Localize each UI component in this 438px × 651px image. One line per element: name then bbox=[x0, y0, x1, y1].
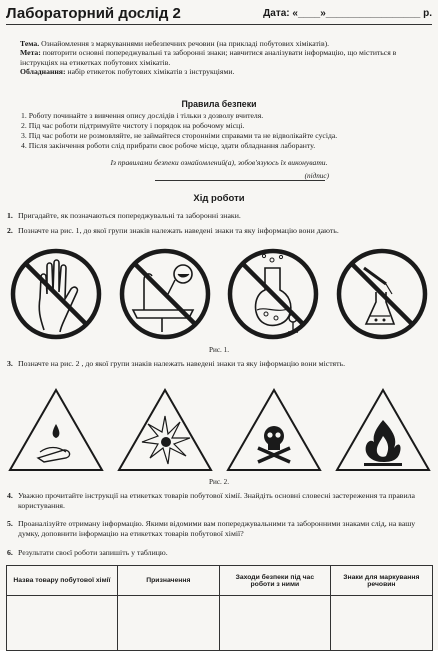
safety-rule-3: 3. Під час роботи не розмовляйте, не займайтеся сторонніми справами та не відволікайте сусіда. bbox=[21, 131, 338, 140]
table-cell-purpose[interactable] bbox=[117, 596, 219, 651]
acknowledgement-text: Із правилами безпеки ознайомлений(а), зобов'язуюсь їх виконувати. bbox=[110, 158, 328, 167]
no-pouring-into-sink-icon bbox=[122, 251, 208, 337]
intro-block bbox=[20, 39, 432, 76]
figure-1-prohibition-signs bbox=[0, 244, 438, 344]
safety-rules-list bbox=[21, 111, 433, 151]
question-text: Позначте на рис. 1, до якої групи знаків належать наведені знаки та яку інформацію вони дають. bbox=[18, 226, 339, 235]
equipment-label: Обладнання: bbox=[20, 66, 66, 76]
no-tasting-chemicals-icon bbox=[230, 251, 316, 337]
flammable-warning-icon bbox=[337, 390, 429, 470]
table-header-row bbox=[7, 566, 433, 596]
table-cell-signs[interactable] bbox=[330, 596, 432, 651]
question-1 bbox=[7, 211, 433, 221]
explosive-warning-icon bbox=[119, 390, 211, 470]
no-touching-hand-icon bbox=[13, 251, 99, 337]
corrosive-warning-icon bbox=[10, 390, 102, 470]
question-number: 5. bbox=[7, 519, 13, 528]
results-table bbox=[6, 565, 433, 651]
safety-rule-4: 4. Після закінчення роботи слід прибрати своє робоче місце, здати обладнання лаборанту. bbox=[21, 141, 316, 150]
table-header-safety: Заходи безпеки під час роботи з ними bbox=[219, 566, 330, 596]
question-text: Уважно прочитайте інструкції на етикетках товарів побутової хімії. Знайдіть основні словесні застереження та правила користування. bbox=[18, 491, 415, 510]
work-procedure-title: Хід роботи bbox=[193, 193, 245, 204]
question-4 bbox=[7, 491, 433, 510]
table-header-product: Назва товару побутової хімії bbox=[7, 566, 118, 596]
question-2 bbox=[7, 226, 433, 236]
date-field[interactable]: Дата: «____»_________________ р. bbox=[263, 8, 432, 19]
table-header-signs: Знаки для маркування речовин bbox=[330, 566, 432, 596]
goal-text: повторити основні попереджувальні та заборонні знаки; навчитися аналізувати інформацію, що міститься в інструкціях на етикетках побутових хімікатів. bbox=[20, 48, 397, 67]
question-number: 4. bbox=[7, 491, 13, 500]
table-cell-safety[interactable] bbox=[219, 596, 330, 651]
table-cell-product[interactable] bbox=[7, 596, 118, 651]
safety-rules-title: Правила безпеки bbox=[181, 99, 257, 109]
topic-label: Тема. bbox=[20, 39, 40, 48]
header-bar bbox=[6, 6, 432, 25]
question-5 bbox=[7, 519, 433, 538]
table-row bbox=[7, 596, 433, 651]
question-text: Пригадайте, як позначаються попереджувальні та заборонні знаки. bbox=[18, 211, 241, 220]
question-number: 3. bbox=[7, 359, 13, 368]
topic-text: Ознайомлення з маркуваннями небезпечних речовин (на прикладі побутових хімікатів). bbox=[41, 39, 330, 48]
figure-2-caption: Рис. 2. bbox=[208, 478, 230, 486]
toxic-skull-warning-icon bbox=[228, 390, 320, 470]
figure-1-caption: Рис. 1. bbox=[208, 346, 230, 354]
signature-line[interactable] bbox=[155, 170, 329, 181]
question-number: 2. bbox=[7, 226, 13, 235]
question-number: 6. bbox=[7, 548, 13, 557]
question-3 bbox=[7, 359, 433, 369]
question-text: Позначте на рис. 2 , до якої групи знаків належать наведені знаки та яку інформацію вони містять. bbox=[18, 359, 346, 368]
topic-line bbox=[20, 39, 432, 48]
question-text: Проаналізуйте отриману інформацію. Якими відомими вам попереджувальними та заборонними знаками слід, на вашу думку, доповнити інформацію на етикетках товарів побутової хімії? bbox=[18, 519, 416, 538]
page-title: Лабораторний дослід 2 bbox=[6, 5, 181, 22]
table-header-purpose: Призначення bbox=[117, 566, 219, 596]
equipment-text: набір етикеток побутових хімікатів з інструкціями. bbox=[67, 66, 235, 76]
question-number: 1. bbox=[7, 211, 13, 220]
question-6 bbox=[7, 548, 433, 558]
safety-rule-2: 2. Під час роботи підтримуйте чистоту і порядок на робочому місці. bbox=[21, 121, 245, 130]
goal-line bbox=[20, 48, 432, 67]
no-handling-flask-icon bbox=[339, 251, 425, 337]
signature-label: (підпис) bbox=[304, 172, 329, 180]
goal-label: Мета: bbox=[20, 48, 41, 58]
question-text: Результати своєї роботи запишіть у таблицю. bbox=[18, 548, 168, 557]
equipment-line bbox=[20, 67, 432, 76]
figure-2-warning-signs bbox=[0, 386, 438, 474]
safety-rule-1: 1. Роботу починайте з вивчення опису дослідів і тільки з дозволу вчителя. bbox=[21, 111, 264, 120]
